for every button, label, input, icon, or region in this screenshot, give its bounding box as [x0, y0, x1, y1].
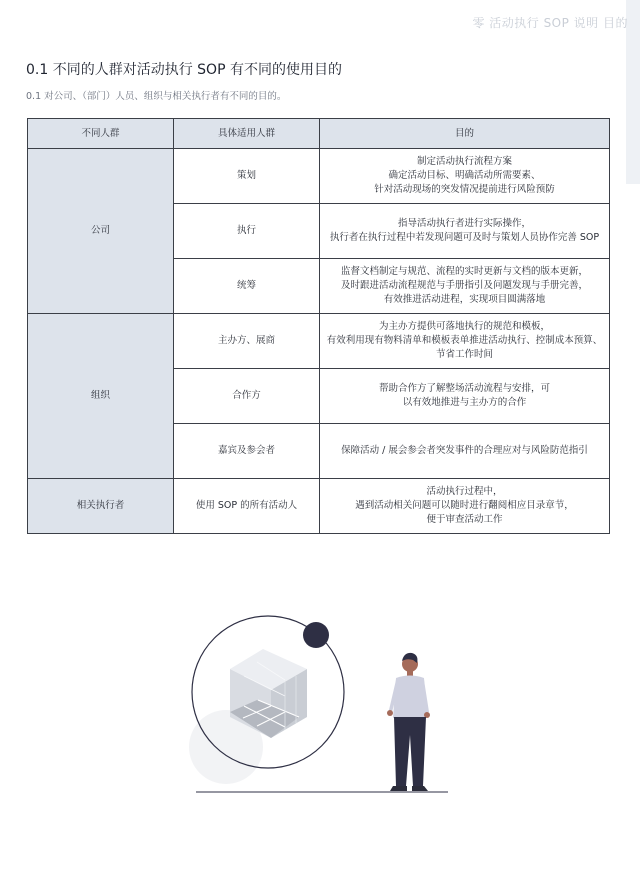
- purpose-line: 监督文档制定与规范、流程的实时更新与文档的版本更新，: [340, 266, 588, 278]
- orbit-planet: [303, 622, 329, 648]
- purpose-cell: [320, 314, 610, 369]
- column-header-audience: 具体适用人群: [174, 119, 320, 149]
- column-header-group: 不同人群: [28, 119, 174, 149]
- table-row: [28, 479, 610, 534]
- purpose-line: 制定活动执行流程方案: [416, 156, 512, 168]
- purpose-cell: [320, 479, 610, 534]
- purpose-line: 及时跟进活动流程规范与手册指引及问题发现与手册完善，: [340, 280, 588, 292]
- group-cell-executors: 相关执行者: [28, 479, 174, 534]
- purpose-cell: [320, 149, 610, 204]
- purpose-line: 活动执行过程中，: [426, 486, 503, 498]
- purpose-line: 指导活动执行者进行实际操作，: [397, 218, 531, 230]
- purpose-line: 帮助合作方了解整场活动流程与安排，可: [378, 383, 550, 395]
- audience-cell: 主办方、展商: [174, 314, 320, 369]
- audience-cell: 嘉宾及参会者: [174, 424, 320, 479]
- purpose-line: 以有效地推进与主办方的合作: [402, 397, 527, 408]
- section-title: 0.1 不同的人群对活动执行 SOP 有不同的使用目的: [26, 62, 342, 78]
- purpose-line: 节省工作时间: [435, 348, 493, 360]
- purpose-cell: [320, 369, 610, 424]
- purpose-line: 确定活动目标、明确活动所需要素、: [388, 170, 541, 182]
- column-header-purpose: 目的: [320, 119, 610, 149]
- purpose-line: 便于审查活动工作: [426, 513, 503, 525]
- purpose-line: 执行者在执行过程中若发现问题可及时与策划人员协作完善 SOP: [329, 232, 600, 243]
- purpose-line: 针对活动现场的突发情况提前进行风险预防: [374, 183, 555, 195]
- section-subtitle: 0.1 对公司、（部门）人员、组织与相关执行者有不同的目的。: [26, 91, 287, 102]
- table-header-row: [28, 119, 610, 149]
- person-figure: [387, 653, 430, 791]
- person-with-cube-illustration: [0, 560, 640, 877]
- purpose-cell: [320, 259, 610, 314]
- audience-cell: 策划: [174, 149, 320, 204]
- group-cell-company: 公司: [28, 149, 174, 314]
- side-tab: [626, 0, 640, 184]
- purpose-line: 为主办方提供可落地执行的规范和模板，: [378, 321, 550, 333]
- purpose-line: 有效推进活动进程，实现项目圆满落地: [383, 293, 546, 305]
- table-row: [28, 314, 610, 369]
- purpose-cell: [320, 424, 610, 479]
- purpose-line: 保障活动 / 展会参会者突发事件的合理应对与风险防范指引: [341, 445, 588, 457]
- purpose-cell: [320, 204, 610, 259]
- audience-cell: 使用 SOP 的所有活动人: [174, 479, 320, 534]
- audience-cell: 合作方: [174, 369, 320, 424]
- group-cell-organization: 组织: [28, 314, 174, 479]
- audience-purpose-table: [27, 118, 610, 534]
- purpose-line: 遇到活动相关问题可以随时进行翻阅相应目录章节，: [355, 500, 574, 512]
- audience-cell: 执行: [174, 204, 320, 259]
- audience-cell: 统筹: [174, 259, 320, 314]
- running-header: 零 活动执行 SOP 说明 目的: [472, 16, 628, 30]
- table-row: [28, 149, 610, 204]
- purpose-line: 有效利用现有物料清单和模板表单推进活动执行、控制成本预算、: [326, 335, 603, 347]
